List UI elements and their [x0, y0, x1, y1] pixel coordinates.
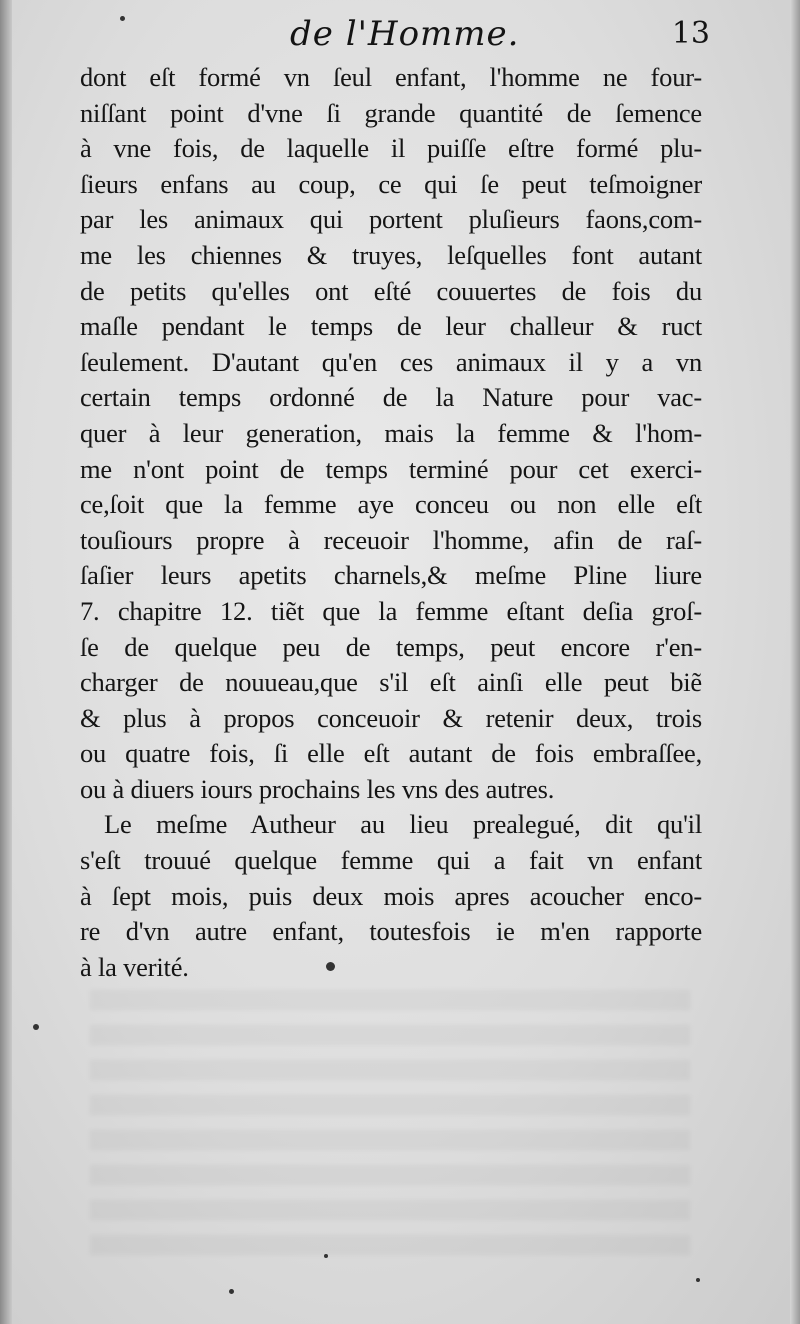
text-line: 7. chapitre 12. tiẽt que la femme eſtant deſia groſ- [80, 595, 702, 626]
paragraph-1 [80, 60, 702, 807]
text-line: à la verité. [80, 951, 189, 982]
text-line: ou quatre fois, ſi elle eſt autant de fois embraſſee, [80, 738, 702, 769]
text-line: à vne fois, de laquelle il puiſſe eſtre formé plu- [80, 133, 702, 164]
ink-speck [229, 1289, 234, 1294]
text-line: Le meſme Autheur au lieu prealegué, dit qu'il [104, 809, 702, 840]
ink-speck [120, 16, 125, 21]
text-line: ſe de quelque peu de temps, peut encore r'en- [80, 631, 702, 662]
text-line: certain temps ordonné de la Nature pour vac- [80, 382, 702, 413]
text-line: ſaſier leurs apetits charnels,& meſme Pline liure [80, 560, 702, 591]
text-line: re d'vn autre enfant, toutesfois ie m'en rapporte [80, 916, 702, 947]
body-text [80, 60, 702, 985]
ink-speck [324, 1254, 328, 1258]
show-through-text [90, 990, 690, 1270]
text-line: niſſant point d'vne ſi grande quantité de ſemence [80, 97, 702, 128]
ink-speck [33, 1024, 39, 1030]
page-left-edge [0, 0, 12, 1324]
text-line: quer à leur generation, mais la femme & l'hom- [80, 417, 702, 448]
text-line: à ſept mois, puis deux mois apres acoucher enco- [80, 880, 702, 911]
ink-speck [696, 1278, 700, 1282]
text-line: maſle pendant le temps de leur challeur & ruct [80, 311, 702, 342]
text-line: s'eſt trouué quelque femme qui a fait vn enfant [80, 845, 702, 876]
text-line: charger de nouueau,que s'il eſt ainſi elle peut biẽ [80, 667, 702, 698]
text-line: & plus à propos conceuoir & retenir deux, trois [80, 702, 702, 733]
text-line: ce,ſoit que la femme aye conceu ou non elle eſt [80, 489, 702, 520]
text-line: dont eſt formé vn ſeul enfant, l'homme ne four- [80, 62, 702, 92]
page-number: 13 [671, 16, 710, 51]
running-head [80, 6, 710, 54]
page-right-edge [790, 0, 800, 1324]
running-head-title: de l'Homme. [290, 14, 520, 54]
ink-speck [326, 962, 335, 971]
text-line: par les animaux qui portent pluſieurs faons,com- [80, 204, 702, 235]
paragraph-2 [80, 807, 702, 985]
text-line: de petits qu'elles ont eſté couuertes de fois du [80, 275, 702, 306]
text-line: ou à diuers iours prochains les vns des autres. [80, 773, 555, 804]
text-line: touſiours propre à receuoir l'homme, afin de raſ- [80, 524, 702, 555]
text-line: ſeulement. D'autant qu'en ces animaux il y a vn [80, 346, 702, 377]
text-line: ſieurs enfans au coup, ce qui ſe peut teſmoigner [80, 168, 702, 199]
text-line: me les chiennes & truyes, leſquelles font autant [80, 239, 702, 270]
text-line: me n'ont point de temps terminé pour cet exerci- [80, 453, 702, 484]
